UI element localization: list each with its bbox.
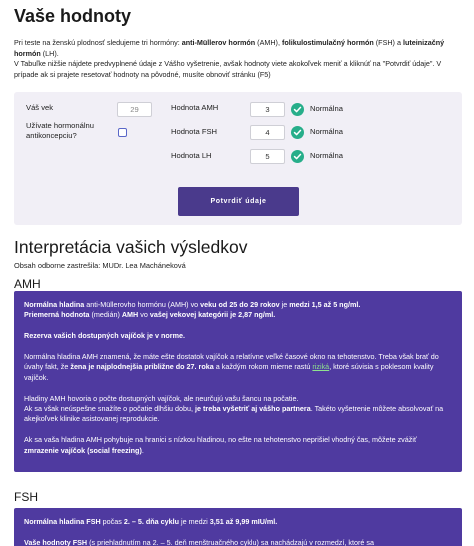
fsh-your-values-text: (s priehladnutím na 2. – 5. deň menštruačného cyklu) sa nachádzajú v rozmedzí, ktoré sa [87,537,374,546]
amh-p3-text-3: , ktoré súvisia s poklesom kvality vajíčok. [24,362,434,382]
amh-status: Normálna [310,104,343,113]
amh-abbr: (AMH), [255,38,282,47]
results-title: Interpretácia vašich výsledkov [14,237,248,257]
fsh-normal-range-label: Normálna hladina FSH [24,517,101,526]
fsh-abbr: (FSH) a [373,38,403,47]
fsh-normal-range-connector: je medzi [179,517,210,526]
amh-p5-text-2: . [141,445,144,455]
lh-abbr: (LH). [40,48,59,58]
results-author: Obsah odborne zastrešila: MUDr. Lea Macháneková [14,261,186,270]
amh-normal-range-connector: je [279,300,290,309]
risks-link[interactable]: riziká [312,362,330,372]
amh-reserve-text: Rezerva vašich dostupných vajíčok je v norme. [24,331,185,341]
check-circle-icon [291,103,304,116]
lh-name: luteinizačný hormón [14,38,445,58]
amh-p5-text: Ak sa vaša hladina AMH pohybuje na hranici s nízkou hladinou, no ešte na tehotenstvo neprišiel vhodný čas, môžete zvážiť [24,435,417,445]
age-label: Váš vek [26,103,54,112]
amh-heading: AMH [14,277,41,291]
fsh-normal-range [24,517,452,527]
intro-text-start: Pri teste na ženskú plodnosť sledujeme tri hormóny: [14,38,182,47]
amh-label: Hodnota AMH [171,103,219,112]
contraception-checkbox[interactable] [118,128,127,137]
fsh-name: folikulostimulačný hormón [281,38,374,47]
check-circle-icon [291,150,304,163]
amh-normal-range-text: anti-Müllerovho hormónu (AMH) vo [84,300,201,309]
amh-p4-text-2: Ak sa však neúspešne snažíte o počatie dlhšiu dobu, [24,404,196,414]
contraception-label-line1: Užívate hormonálnu [26,121,94,130]
amh-p3-text: Normálna hladina AMH znamená, že máte ešte dostatok vajíčok a relatívne veľké časové okno na tehotenstvo. Treba však brať do úvahy fakt, že [24,352,439,372]
amh-p4-text: Hladiny AMH hovoria o počte dostupných vajíčok, ale neurčujú vašu šancu na počatie. [24,393,299,403]
amh-paragraph-4 [24,394,452,425]
lh-status: Normálna [310,151,343,160]
amh-input[interactable]: 3 [250,102,285,117]
amh-paragraph-5 [24,435,452,456]
fsh-cycle-days: 2. – 5. dňa cyklu [123,517,180,526]
page-title: Vaše hodnoty [14,6,132,26]
amh-normal-range-label: Normálna hladina [24,300,85,309]
amh-panel [14,291,462,472]
amh-median-note: (medián) [89,310,122,320]
contraception-label [26,121,94,141]
fsh-your-values [24,538,452,546]
intro-instructions: V Tabuľke nižšie nájdete predvyplnené údaje z Vášho vyšetrenie, avšak hodnoty viete akokoľvek meniť a kliknúť na "Potvrdiť údaje". V prípade ak si prajete resetovať hodnoty na pôvodné, musíte obnoviť stránku (F5) [14,59,442,79]
amh-age-range: veku od 25 do 29 rokov [200,300,280,309]
amh-p3-text-2: a každým rokom mierne rastú [213,362,313,372]
submit-button[interactable]: Potvrdiť údaje [178,187,299,216]
amh-median-abbr: AMH [121,310,139,320]
amh-p3-highlight: žena je najplodnejšia približne do 27. roka [70,362,214,372]
check-circle-icon [291,126,304,139]
fsh-status: Normálna [310,127,343,136]
fsh-label: Hodnota FSH [171,127,218,136]
fsh-input[interactable]: 4 [250,125,285,140]
amh-name: anti-Müllerov hormón [181,38,256,47]
amh-median-value: vašej vekovej kategórii je 2,87 ng/ml. [149,310,276,320]
amh-median-connector: vo [138,310,150,320]
amh-p4-highlight: je treba vyšetriť aj vášho partnera [195,404,311,414]
age-input[interactable]: 29 [117,102,152,117]
amh-median-label: Priemerná hodnota [24,310,90,320]
fsh-normal-range-value: 3,51 až 9,99 mIU/ml. [209,517,278,526]
fsh-panel [14,508,462,546]
intro-text [14,38,462,80]
amh-p4-text-3: . Takéto vyšetrenie môžete absolvovať na akejkoľvek klinike asistovanej reprodukcie. [24,404,444,424]
amh-reserve [24,331,452,341]
contraception-label-line2: antikoncepciu? [26,131,77,140]
amh-normal-range [24,300,452,321]
fsh-normal-range-text: počas [100,517,124,526]
lh-input[interactable]: 5 [250,149,285,164]
fsh-heading: FSH [14,490,38,504]
amh-normal-range-value: medzi 1,5 až 5 ng/ml. [289,300,361,309]
fsh-your-values-label: Vaše hodnoty FSH [24,537,88,546]
amh-p5-highlight: zmrazenie vajíčok (social freezing) [24,445,142,455]
lh-label: Hodnota LH [171,151,212,160]
amh-paragraph-3 [24,352,452,383]
